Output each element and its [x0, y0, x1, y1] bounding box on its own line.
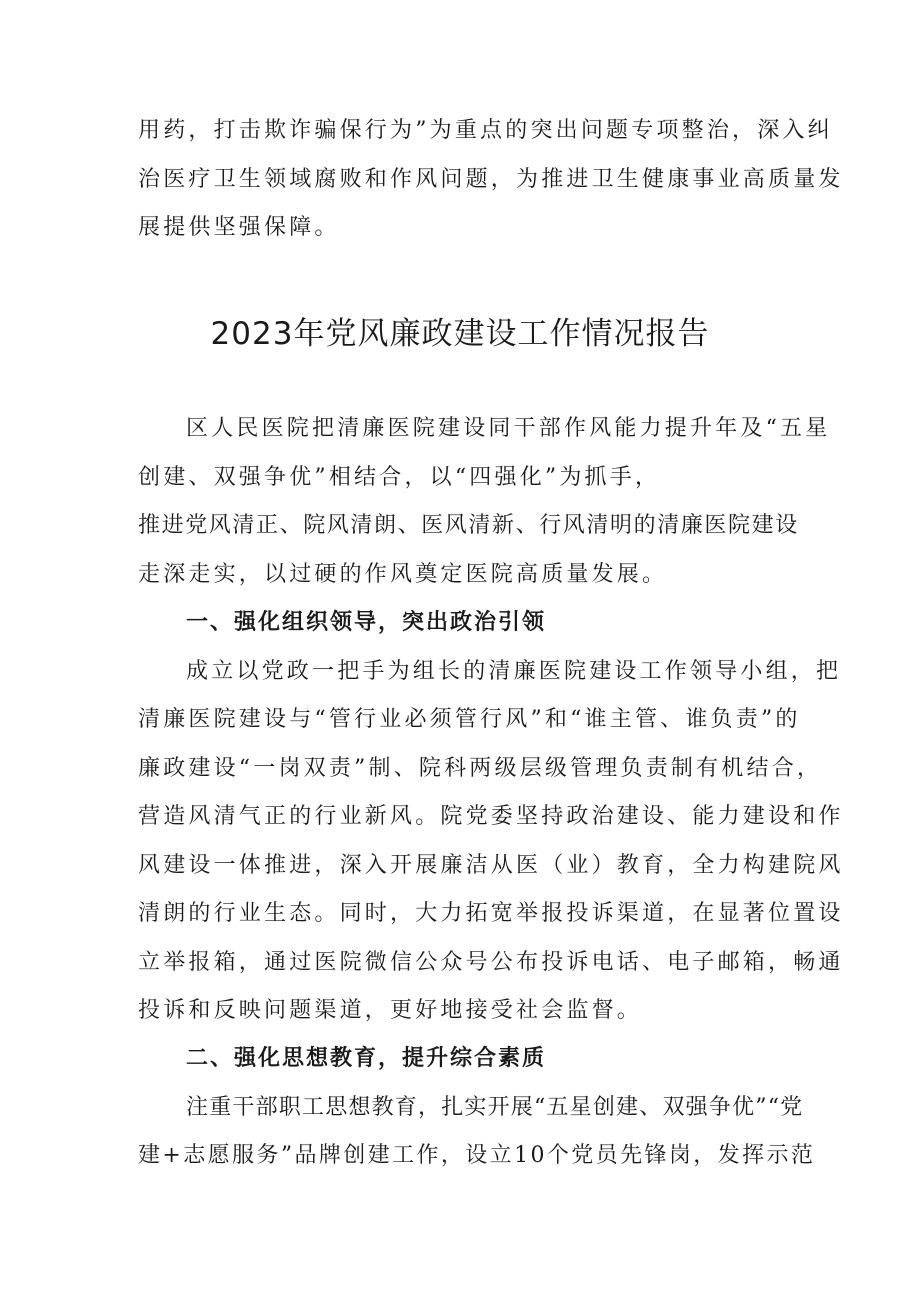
paragraph-line: 清廉医院建设与“管行业必须管行风”和“谁主管、谁负责”的	[138, 707, 801, 732]
section-heading: 二、强化思想教育，提升综合素质	[186, 1046, 547, 1071]
paragraph-line: 清朗的行业生态。同时，大力拓宽举报投诉渠道，在显著位置设	[138, 901, 844, 926]
paragraph-line: 廉政建设“一岗双责”制、院科两级层级管理负责制有机结合，	[138, 756, 823, 781]
report-title: 2023年党风廉政建设工作情况报告	[210, 316, 710, 352]
paragraph-line: 用药，打击欺诈骗保行为”为重点的突出问题专项整治，深入纠	[138, 118, 833, 143]
paragraph-line: 注重干部职工思想教育，扎实开展“五星创建、双强争优”“党	[186, 1095, 804, 1120]
paragraph-line: 成立以党政一把手为组长的清廉医院建设工作领导小组，把	[186, 659, 842, 684]
paragraph-line: 区人民医院把清廉医院建设同干部作风能力提升年及“五星	[186, 416, 831, 441]
paragraph-line: 投诉和反映问题渠道，更好地接受社会监督。	[138, 998, 643, 1023]
paragraph-line: 建+志愿服务”品牌创建工作，设立10个党员先锋岗，发挥示范	[138, 1143, 816, 1168]
paragraph-line: 推进党风清正、院风清朗、医风清新、行风清明的清廉医院建设	[138, 513, 799, 538]
paragraph-line: 治医疗卫生领域腐败和作风问题，为推进卫生健康事业高质量发	[138, 167, 844, 192]
section-heading: 一、强化组织领导，突出政治引领	[186, 610, 547, 635]
paragraph-line: 走深走实，以过硬的作风奠定医院高质量发展。	[138, 562, 668, 587]
paragraph-line: 展提供坚强保障。	[138, 215, 340, 240]
paragraph-line: 立举报箱，通过医院微信公众号公布投诉电话、电子邮箱，畅通	[138, 950, 844, 975]
paragraph-line: 创建、双强争优”相结合，以“四强化”为抓手，	[138, 465, 661, 490]
paragraph-line: 营造风清气正的行业新风。院党委坚持政治建设、能力建设和作	[138, 804, 844, 829]
paragraph-line: 风建设一体推进，深入开展廉洁从医（业）教育，全力构建院风	[138, 853, 844, 878]
